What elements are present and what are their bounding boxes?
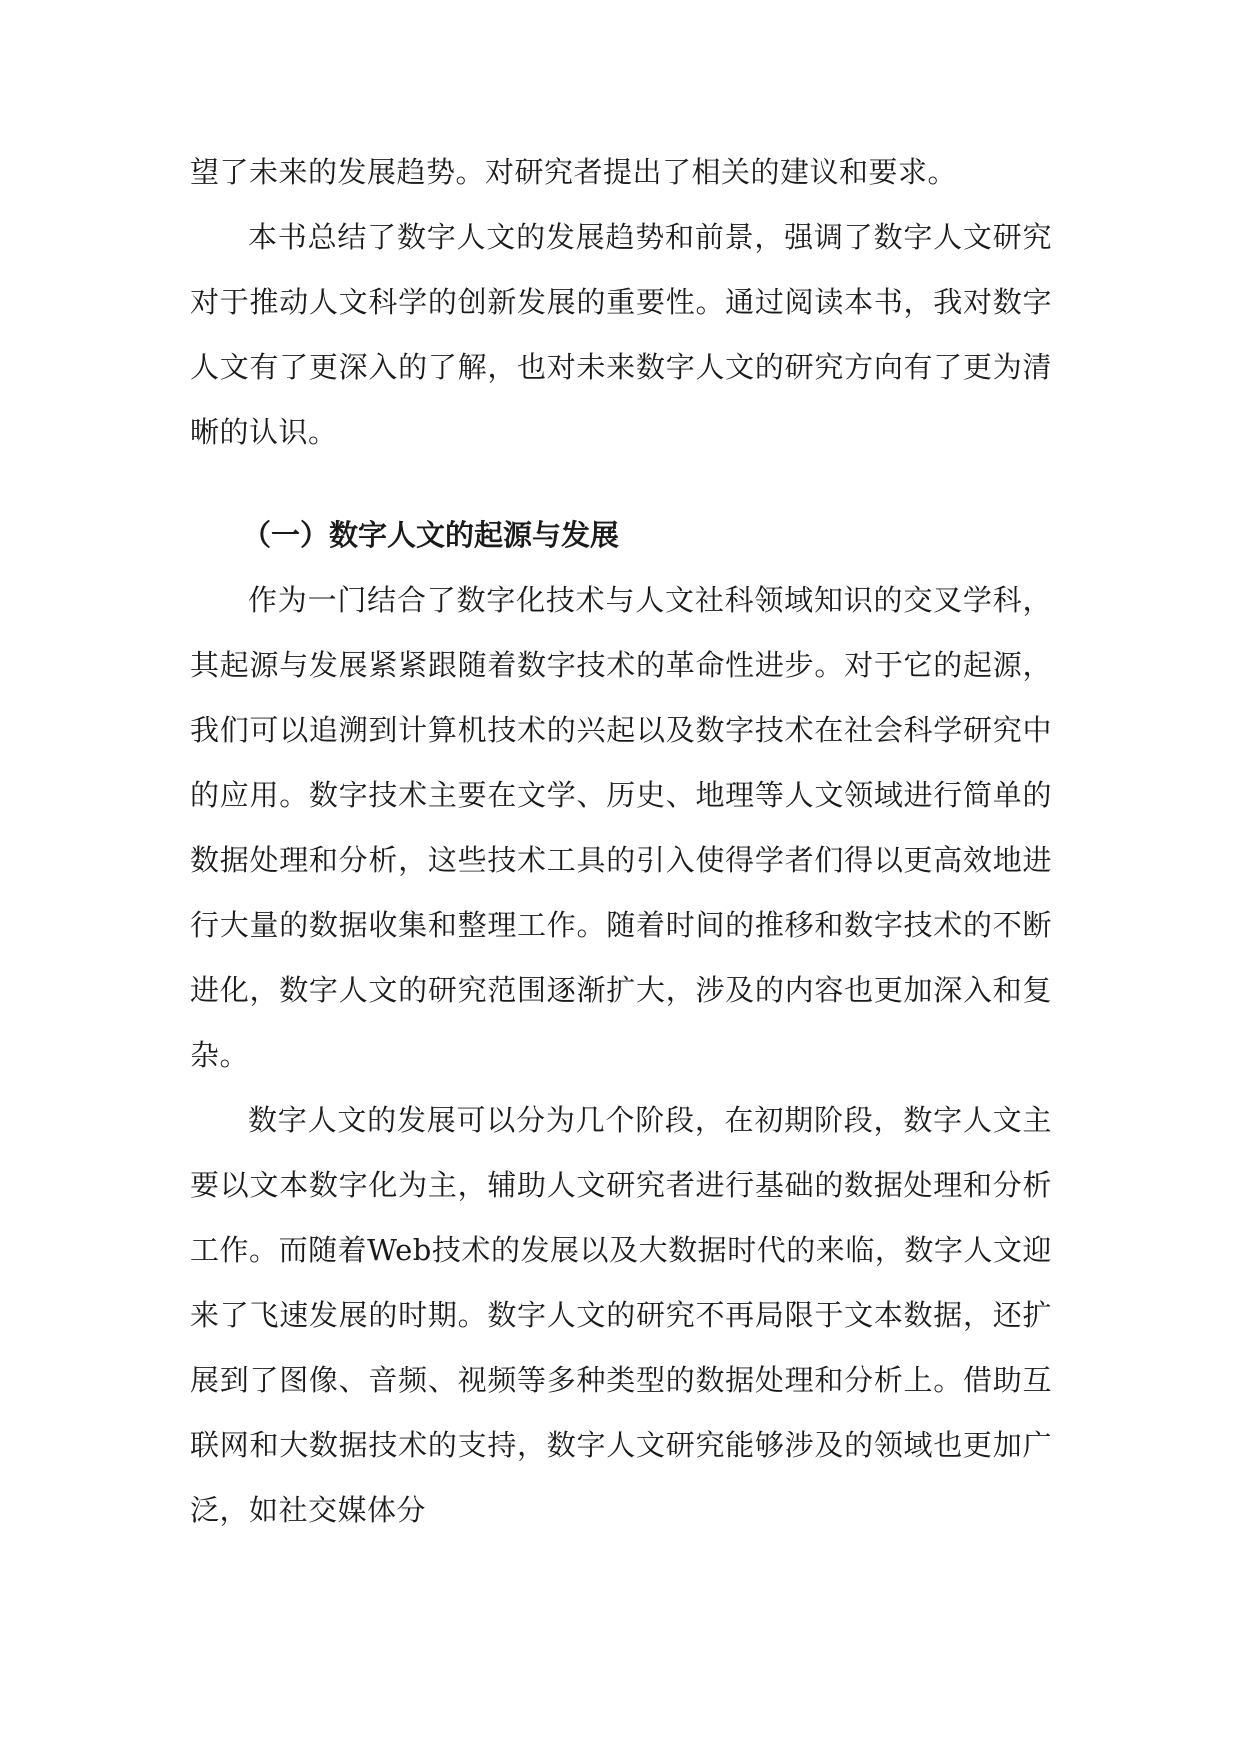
- paragraph-book-summary: 本书总结了数字人文的发展趋势和前景，强调了数字人文研究对于推动人文科学的创新发展的重要性。通过阅读本书，我对数字人文有了更深入的了解，也对未来数字人文的研究方向有了更为清晰的认识。: [190, 220, 1052, 449]
- paragraph-development-stages: 数字人文的发展可以分为几个阶段，在初期阶段，数字人文主要以文本数字化为主，辅助人文研究者进行基础的数据处理和分析工作。而随着Web技术的发展以及大数据时代的来临，数字人文迎来了飞速发展的时期。数字人文的研究不再局限于文本数据，还扩展到了图像、音频、视频等多种类型的数据处理和分析上。借助互联网和大数据技术的支持，数字人文研究能够涉及的领域也更加广泛，如社交媒体分: [190, 1103, 1052, 1527]
- section-heading: （一）数字人文的起源与发展: [242, 518, 620, 552]
- paragraph-continued: 望了未来的发展趋势。对研究者提出了相关的建议和要求。: [190, 155, 958, 189]
- document-page: [190, 140, 1052, 1543]
- paragraph-origin: 作为一门结合了数字化技术与人文社科领域知识的交叉学科，其起源与发展紧紧跟随着数字技术的革命性进步。对于它的起源，我们可以追溯到计算机技术的兴起以及数字技术在社会科学研究中的应用。数字技术主要在文学、历史、地理等人文领域进行简单的数据处理和分析，这些技术工具的引入使得学者们得以更高效地进行大量的数据收集和整理工作。随着时间的推移和数字技术的不断进化，数字人文的研究范围逐渐扩大，涉及的内容也更加深入和复杂。: [190, 583, 1052, 1072]
